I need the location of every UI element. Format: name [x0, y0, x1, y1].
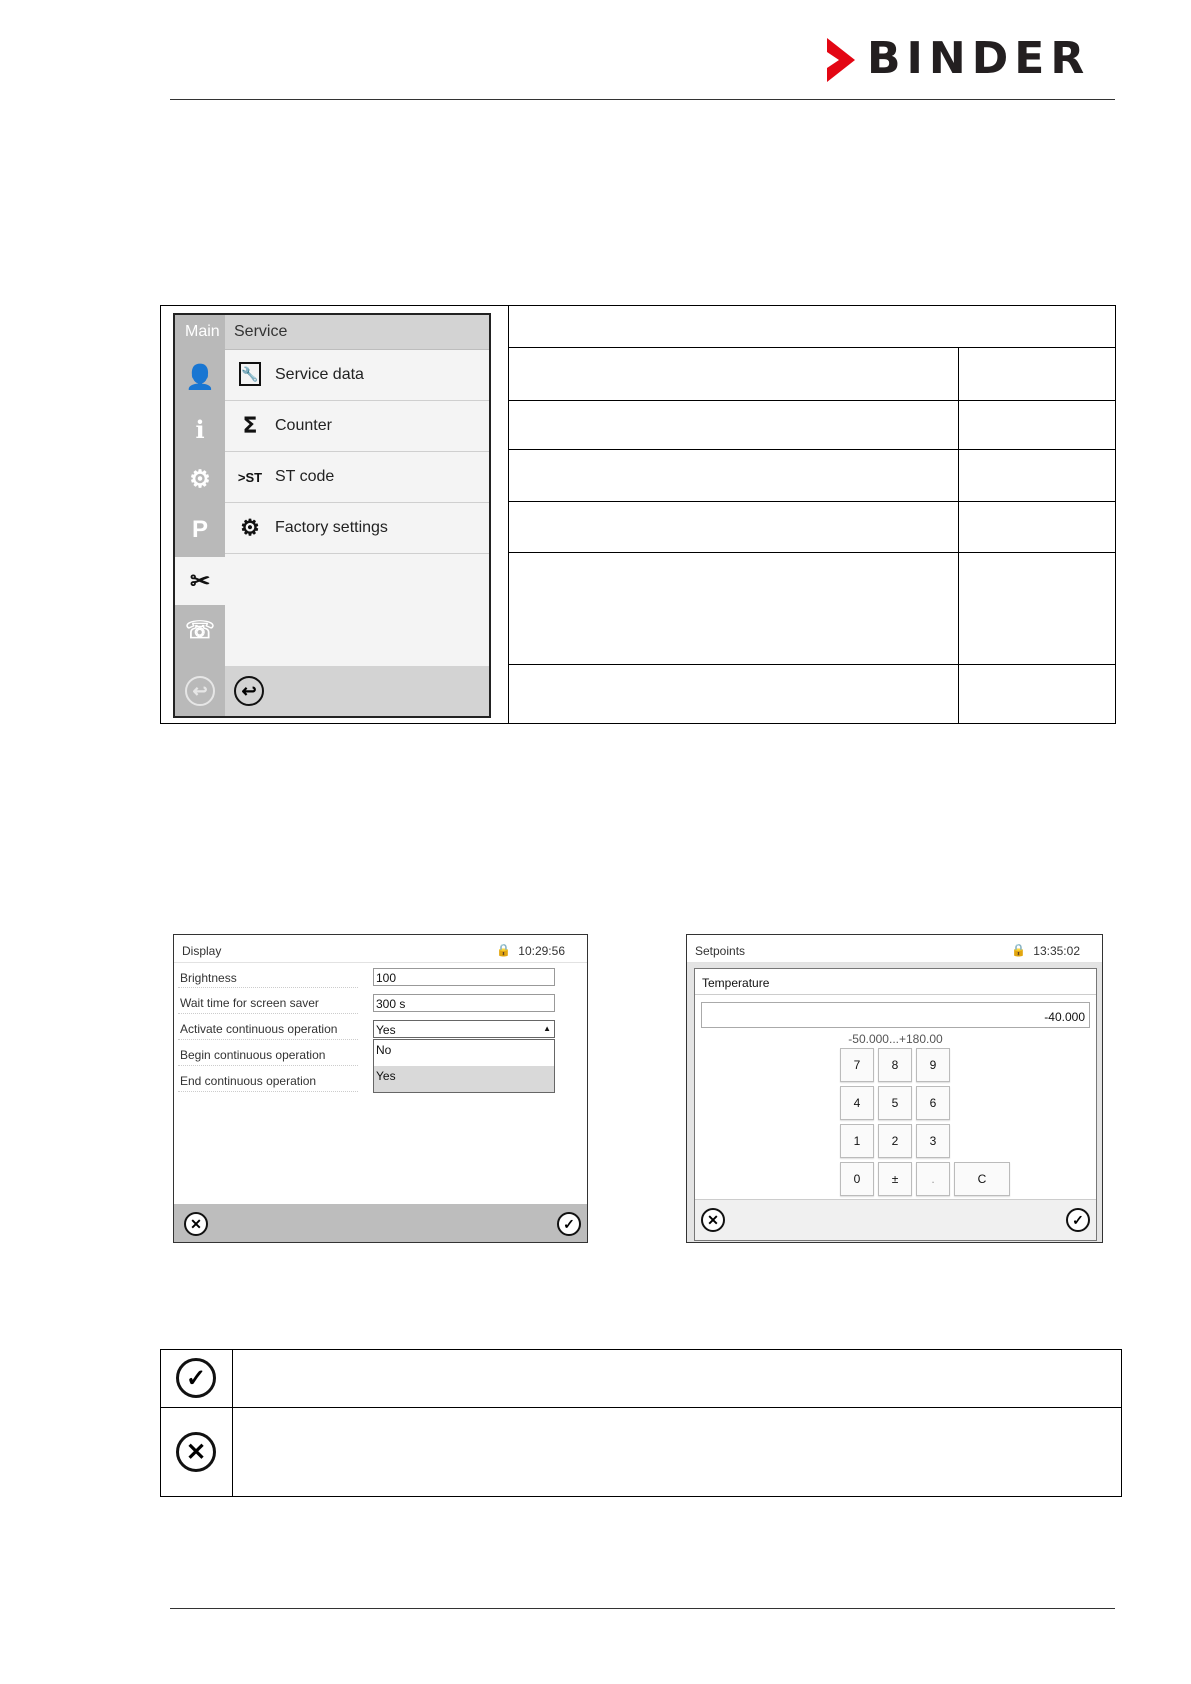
confirm-button[interactable]: ✓: [557, 1212, 581, 1236]
row-divider: [178, 1091, 358, 1092]
phone-icon[interactable]: ☏: [184, 616, 215, 644]
program-icon[interactable]: P: [191, 516, 208, 543]
row-divider: [178, 1065, 358, 1066]
confirm-button[interactable]: ✓: [1066, 1208, 1090, 1232]
setpoints-screenshot: [686, 934, 1103, 1243]
brightness-input[interactable]: 100: [373, 968, 555, 986]
menu-title: Service: [234, 323, 288, 340]
st-code-icon: >ST: [237, 469, 263, 485]
screen-saver-input[interactable]: 300 s: [373, 994, 555, 1012]
menu-item-label: ST code: [275, 468, 335, 485]
binder-logo: [825, 33, 1115, 84]
brightness-label: Brightness: [180, 971, 237, 985]
back-disabled-icon: ↩: [185, 676, 215, 706]
continuous-operation-select[interactable]: [373, 1020, 555, 1038]
screen-footer: [174, 1204, 587, 1242]
row-divider: [178, 1039, 358, 1040]
service-menu-screenshot: [173, 313, 491, 718]
key-1[interactable]: 1: [840, 1124, 874, 1158]
header-rule: [170, 99, 1115, 100]
begin-operation-label: Begin continuous operation: [180, 1048, 326, 1062]
cancel-icon: ✕: [176, 1432, 216, 1472]
key-7[interactable]: 7: [840, 1048, 874, 1082]
menu-sidebar: [175, 315, 225, 716]
screen-saver-label: Wait time for screen saver: [180, 996, 319, 1010]
dropdown-arrow-icon[interactable]: ▲: [543, 1024, 551, 1033]
service-table-row-line: [508, 501, 1116, 502]
menu-item-label: Factory settings: [275, 519, 388, 536]
menu-item-label: Service data: [275, 366, 364, 383]
end-operation-label: End continuous operation: [180, 1074, 317, 1088]
parameter-name: Temperature: [695, 969, 1096, 995]
value-input[interactable]: -40.000: [701, 1002, 1090, 1028]
footer-rule: [170, 1608, 1115, 1609]
legend-divider: [160, 1407, 1122, 1408]
continuous-operation-dropdown: [373, 1039, 555, 1093]
brand-name: BINDER: [867, 33, 1091, 84]
key-lock-icon: 🔒: [496, 943, 511, 957]
logo-arrow-icon: [825, 38, 861, 82]
dropdown-option[interactable]: No: [376, 1043, 392, 1057]
menu-item-counter[interactable]: [225, 401, 489, 452]
info-icon[interactable]: i: [195, 414, 205, 444]
service-tools-icon[interactable]: ✂: [175, 557, 225, 605]
clock-time: 10:29:56: [518, 944, 565, 958]
cancel-button[interactable]: ✕: [701, 1208, 725, 1232]
settings-icon[interactable]: ⚙: [189, 465, 211, 493]
clock-time: 13:35:02: [1033, 944, 1080, 958]
keypad-footer: [695, 1199, 1096, 1240]
screen-title: Setpoints: [695, 944, 746, 958]
service-table-row-line: [508, 449, 1116, 450]
key-lock-icon: 🔒: [1011, 943, 1026, 957]
service-table-row-line: [508, 400, 1116, 401]
dropdown-option[interactable]: Yes: [374, 1066, 554, 1092]
back-button[interactable]: ↩: [234, 676, 264, 706]
cancel-button[interactable]: ✕: [184, 1212, 208, 1236]
service-table-row-line: [508, 347, 1116, 348]
key-0[interactable]: 0: [840, 1162, 874, 1196]
sigma-icon: Σ: [242, 413, 258, 439]
display-settings-screenshot: [173, 934, 588, 1243]
key-clear[interactable]: C: [954, 1162, 1010, 1196]
key-2[interactable]: 2: [878, 1124, 912, 1158]
key-decimal[interactable]: .: [916, 1162, 950, 1196]
service-table-row-line: [508, 664, 1116, 665]
menu-item-factory-settings[interactable]: [225, 503, 489, 554]
factory-settings-icon: ⚙: [240, 515, 260, 540]
tab-main[interactable]: Main: [185, 323, 220, 340]
menu-footer: [225, 666, 489, 716]
key-3[interactable]: 3: [916, 1124, 950, 1158]
menu-item-label: Counter: [275, 417, 332, 434]
service-table-divider: [508, 305, 509, 724]
service-data-icon: 🔧: [239, 362, 261, 386]
value-range: -50.000...+180.00: [848, 1032, 943, 1046]
menu-item-service-data[interactable]: [225, 350, 489, 401]
service-table-row-line: [508, 552, 1116, 553]
service-table-col-line: [958, 347, 959, 724]
row-divider: [178, 1013, 358, 1014]
legend-divider: [232, 1349, 233, 1497]
keypad-dialog: [694, 968, 1097, 1241]
confirm-icon: ✓: [176, 1358, 216, 1398]
menu-item-st-code[interactable]: [225, 452, 489, 503]
key-5[interactable]: 5: [878, 1086, 912, 1120]
user-icon[interactable]: 👤: [185, 363, 215, 391]
select-value: Yes: [376, 1023, 396, 1037]
row-divider: [178, 987, 358, 988]
key-4[interactable]: 4: [840, 1086, 874, 1120]
key-plus-minus[interactable]: ±: [878, 1162, 912, 1196]
key-6[interactable]: 6: [916, 1086, 950, 1120]
continuous-operation-label: Activate continuous operation: [180, 1022, 338, 1036]
key-9[interactable]: 9: [916, 1048, 950, 1082]
key-8[interactable]: 8: [878, 1048, 912, 1082]
screen-title: Display: [182, 944, 222, 958]
button-legend-table: [160, 1349, 1122, 1497]
menu-header: [225, 315, 489, 350]
